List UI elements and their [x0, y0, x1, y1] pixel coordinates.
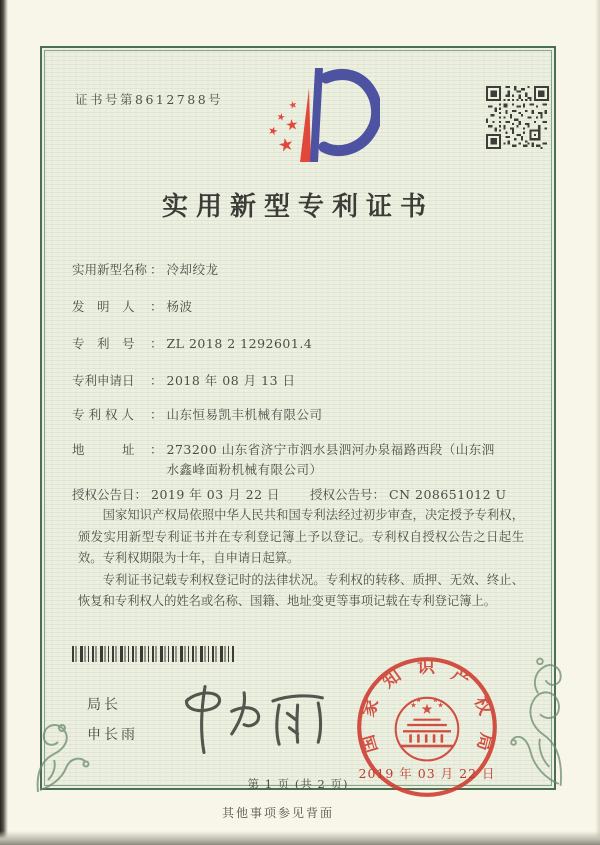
seal-agency-text: 国家知识产权局: [357, 656, 498, 756]
back-note: 其他事项参见背面: [221, 806, 334, 820]
barcode: [72, 646, 234, 662]
scan-edge-right: [595, 0, 600, 845]
colon: ：: [150, 336, 163, 351]
field-row-invention-name: [72, 260, 219, 278]
colon: ：: [150, 299, 163, 314]
grant-date-label: 授权公告日: [72, 487, 135, 502]
cnipa-patent-logo-icon: [240, 60, 380, 180]
logo-blue-bowl: [324, 74, 377, 150]
seal-date: 2019 年 03 月 22 日: [358, 766, 496, 781]
scan-edge-left: [0, 0, 8, 845]
certificate-content: [42, 48, 554, 791]
colon: ：: [150, 262, 163, 277]
flourish-ornament-bottom-left-icon: [26, 694, 100, 794]
grant-number-label: 授权公告号: [310, 487, 373, 502]
field-value-invention-name: 冷却绞龙: [166, 262, 219, 277]
flourish-ornament-bottom-right-icon: [506, 642, 572, 792]
grant-date-value: 2019 年 03 月 22 日: [151, 487, 281, 502]
commissioner-name: 申长雨: [87, 727, 138, 743]
logo-red-wedge: [300, 88, 311, 162]
field-value-address: 273200 山东省济宁市泗水县泗河办泉福路西段（山东泗水鑫峰面粉机械有限公司）: [166, 442, 495, 477]
field-row-patentee: [72, 405, 323, 423]
field-value-patent-number: ZL 2018 2 1292601.4: [166, 336, 313, 351]
page-number: 第 1 页 (共 2 页): [247, 777, 349, 791]
colon: ：: [150, 442, 163, 457]
field-label-filing-date: 专利申请日: [72, 373, 135, 388]
field-value-patentee: 山东恒易凯丰机械有限公司: [166, 407, 323, 422]
field-label-inventor: 发 明 人: [72, 299, 135, 314]
field-label-invention-name: 实用新型名称: [72, 262, 148, 277]
field-value-filing-date: 2018 年 08 月 13 日: [166, 373, 296, 388]
field-label-address: 地 址: [72, 442, 135, 457]
field-row-inventor: [72, 297, 193, 315]
certificate-title: 实用新型专利证书: [161, 192, 434, 222]
colon: ：: [372, 487, 386, 502]
legal-paragraph-1: 国家知识产权局依照中华人民共和国专利法经过初步审查，决定授予专利权，颁发实用新型专利证书并在专利登记簿上予以登记。专利权自授权公告之日起生效。专利权期限为十年，自申请日起算。: [78, 508, 524, 565]
legal-text: [78, 505, 524, 613]
field-label-patent-number: 专 利 号: [72, 336, 135, 351]
colon: ：: [150, 407, 163, 422]
legal-paragraph-2: 专利证书记载专利权登记时的法律状况。专利权的转移、质押、无效、终止、恢复和专利权人的姓名或名称、国籍、地址变更等事项记载在专利登记簿上。: [78, 572, 524, 608]
scan-edge-bottom: [0, 831, 600, 845]
field-label-patentee: 专 利 权 人: [72, 407, 134, 422]
grant-row: [72, 485, 528, 503]
field-value-inventor: 杨波: [166, 299, 193, 314]
commissioner-title: 局长: [87, 697, 121, 713]
colon: ：: [134, 487, 148, 502]
field-row-patent-number: [72, 334, 312, 352]
grant-number-col: [310, 485, 507, 503]
certificate-border-frame: [40, 46, 556, 790]
grant-number-value: CN 208651012 U: [389, 487, 507, 502]
logo-stars: [268, 100, 299, 152]
field-row-address: [72, 440, 499, 480]
national-emblem-icon: [396, 697, 459, 760]
qr-code-icon: [486, 86, 549, 149]
certificate-number: 证书号第8612788号: [75, 92, 224, 107]
field-row-filing-date: [72, 371, 296, 389]
commissioner-signature-icon: [170, 680, 345, 758]
colon: ：: [150, 373, 163, 388]
